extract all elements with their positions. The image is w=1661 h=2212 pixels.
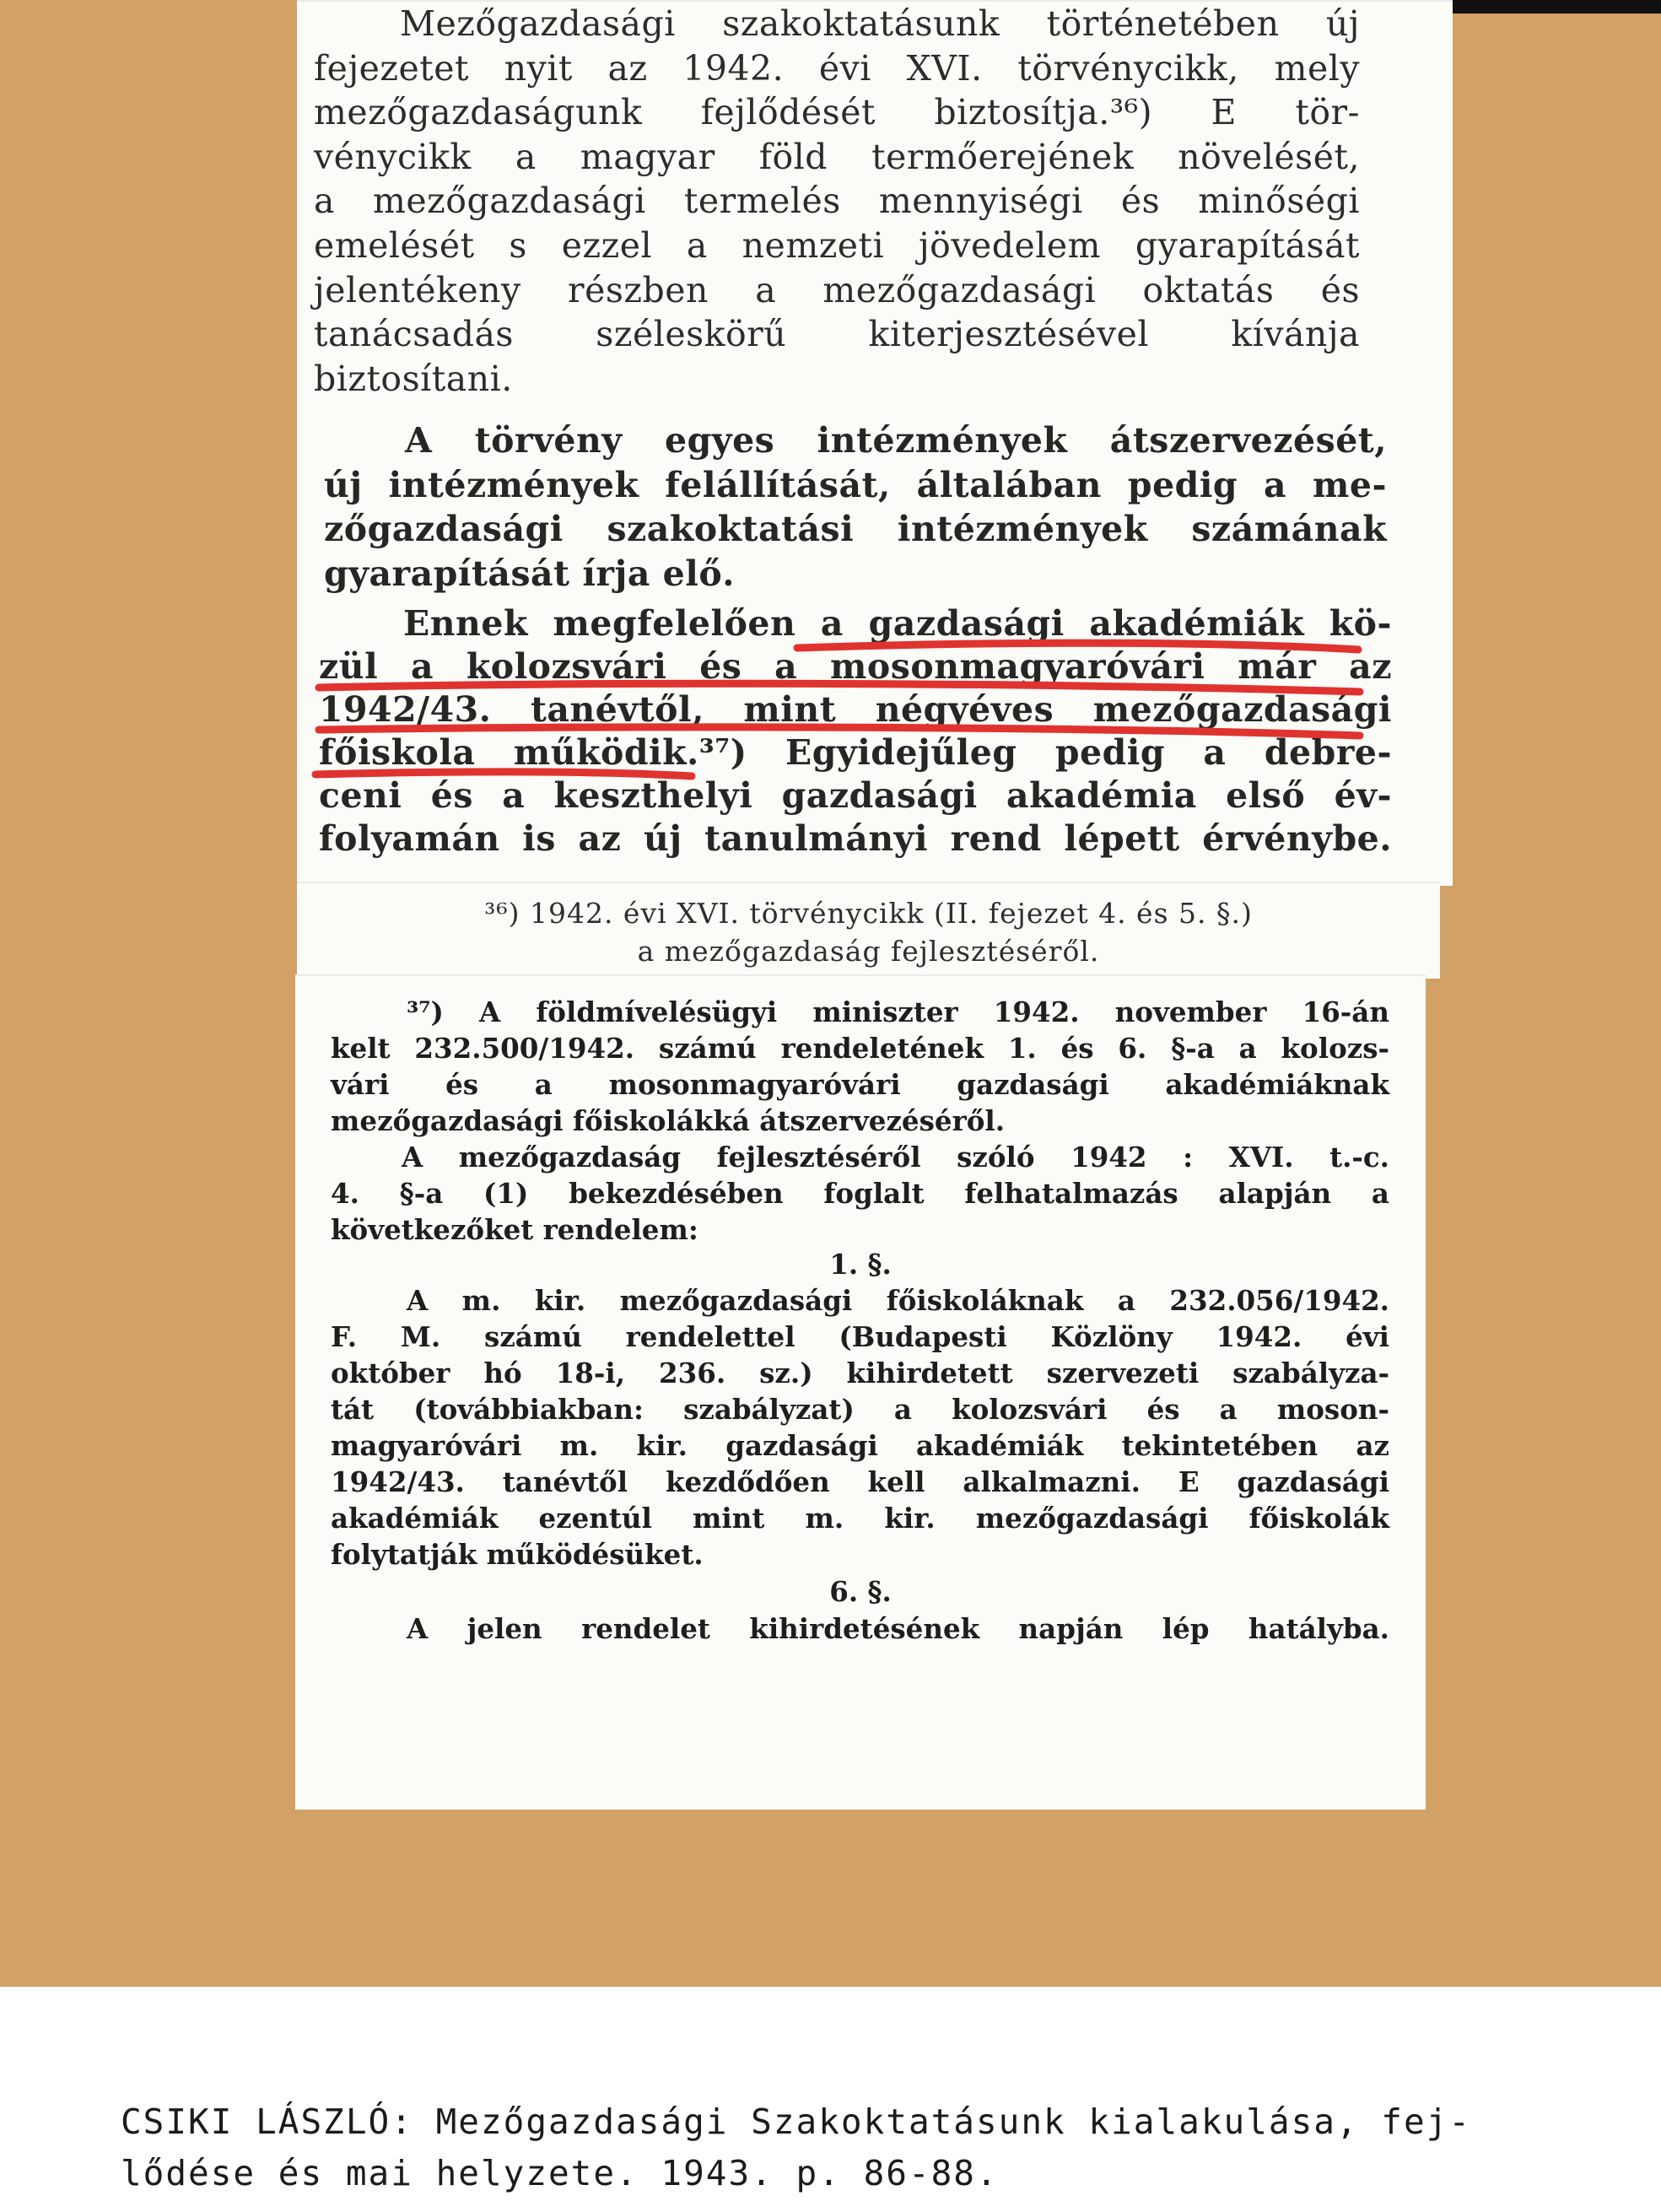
source-caption: [121, 2096, 1639, 2199]
text-line: új intézmények felállítását, általában pedig a me-: [324, 464, 1387, 505]
text-line: mezőgazdasági főiskolákká átszervezéséről.: [331, 1104, 1006, 1137]
text-line: A jelen rendelet kihirdetésének napján lép hatályba.: [407, 1612, 1389, 1645]
section-1-heading: [295, 1246, 1426, 1282]
text-line: Ennek megfelelően a gazdasági akadémiák kö-: [403, 603, 1392, 644]
text-line: 4. §-a (1) bekezdésében foglalt felhatalmazás alapján a: [331, 1177, 1389, 1210]
text-line: vénycikk a magyar föld termőerejének növelését,: [314, 136, 1360, 177]
text-line: gyarapítását írja elő.: [324, 553, 735, 594]
text-line: ³⁶) 1942. évi XVI. törvénycikk (II. fejezet 4. és 5. §.): [484, 897, 1253, 930]
caption-line: CSIKI LÁSZLÓ: Mezőgazdasági Szakoktatásunk kialakulása, fej-: [121, 2101, 1472, 2142]
text-line: ³⁷) A földmívelésügyi miniszter 1942. november 16-án: [407, 995, 1389, 1028]
text-line: folytatják működésüket.: [331, 1538, 704, 1571]
section-6-text: [331, 1610, 1389, 1647]
decree-preamble: [331, 1139, 1389, 1248]
text-line: október hó 18-i, 236. sz.) kihirdetett szervezeti szabályza-: [331, 1357, 1389, 1389]
text-line: ceni és a keszthelyi gazdasági akadémia első év-: [319, 775, 1392, 816]
text-line: fejezetet nyit az 1942. évi XVI. törvénycikk, mely: [314, 47, 1360, 89]
text-line: biztosítani.: [314, 358, 513, 399]
text-line: 6. §.: [829, 1575, 892, 1608]
text-line: A törvény egyes intézmények átszervezését,: [405, 420, 1387, 461]
text-line: következőket rendelem:: [331, 1213, 698, 1246]
text-line: magyaróvári m. kir. gazdasági akadémiák tekintetében az: [331, 1429, 1389, 1462]
footnote-37-clipping: [295, 974, 1426, 1810]
article-clipping: [297, 0, 1453, 886]
footnote-37-intro: [331, 994, 1389, 1139]
text-line: Mezőgazdasági szakoktatásunk történetében új: [400, 3, 1360, 44]
text-line: mezőgazdaságunk fejlődését biztosítja.³⁶) E tör-: [314, 92, 1360, 133]
paragraph-3: [319, 602, 1392, 861]
text-line: főiskola működik.³⁷) Egyidejűleg pedig a debre-: [319, 732, 1392, 773]
text-line: A mezőgazdaság fejlesztéséről szóló 1942 : XVI. t.-c.: [402, 1141, 1389, 1173]
paragraph-1: [314, 2, 1360, 401]
text-line: 1942/43. tanévtől, mint négyéves mezőgazdasági: [319, 689, 1392, 730]
text-line: a mezőgazdasági termelés mennyiségi és minőségi: [314, 181, 1360, 222]
text-line: 1. §.: [829, 1248, 892, 1281]
text-line: a mezőgazdaság fejlesztéséről.: [637, 935, 1100, 968]
section-1-text: [331, 1282, 1389, 1573]
footnote-36: [297, 894, 1440, 970]
paragraph-2: [324, 418, 1387, 596]
text-line: akadémiák ezentúl mint m. kir. mezőgazdasági főiskolák: [331, 1502, 1389, 1535]
text-line: vári és a mosonmagyaróvári gazdasági akadémiáknak: [331, 1068, 1389, 1101]
text-line: folyamán is az új tanulmányi rend lépett érvénybe.: [319, 818, 1392, 859]
text-line: tát (továbbiakban: szabályzat) a kolozsvári és a moson-: [331, 1393, 1389, 1426]
text-line: zőgazdasági szakoktatási intézmények számának: [324, 509, 1387, 550]
text-line: kelt 232.500/1942. számú rendeletének 1. és 6. §-a a kolozs-: [331, 1032, 1389, 1065]
footnote-36-clipping: [297, 882, 1440, 979]
text-line: A m. kir. mezőgazdasági főiskoláknak a 232.056/1942.: [407, 1284, 1389, 1317]
text-line: tanácsadás széleskörű kiterjesztésével kívánja: [314, 314, 1360, 355]
text-line: F. M. számú rendelettel (Budapesti Közlöny 1942. évi: [331, 1320, 1389, 1353]
text-line: zül a kolozsvári és a mosonmagyaróvári már az: [319, 646, 1392, 687]
caption-line: lődése és mai helyzete. 1943. p. 86-88.: [121, 2153, 999, 2193]
text-line: jelentékeny részben a mezőgazdasági oktatás és: [314, 269, 1360, 310]
text-line: emelését s ezzel a nemzeti jövedelem gyarapítását: [314, 224, 1360, 266]
section-6-heading: [295, 1573, 1426, 1610]
text-line: 1942/43. tanévtől kezdődően kell alkalmazni. E gazdasági: [331, 1465, 1389, 1498]
scan-edge: [1444, 0, 1661, 13]
